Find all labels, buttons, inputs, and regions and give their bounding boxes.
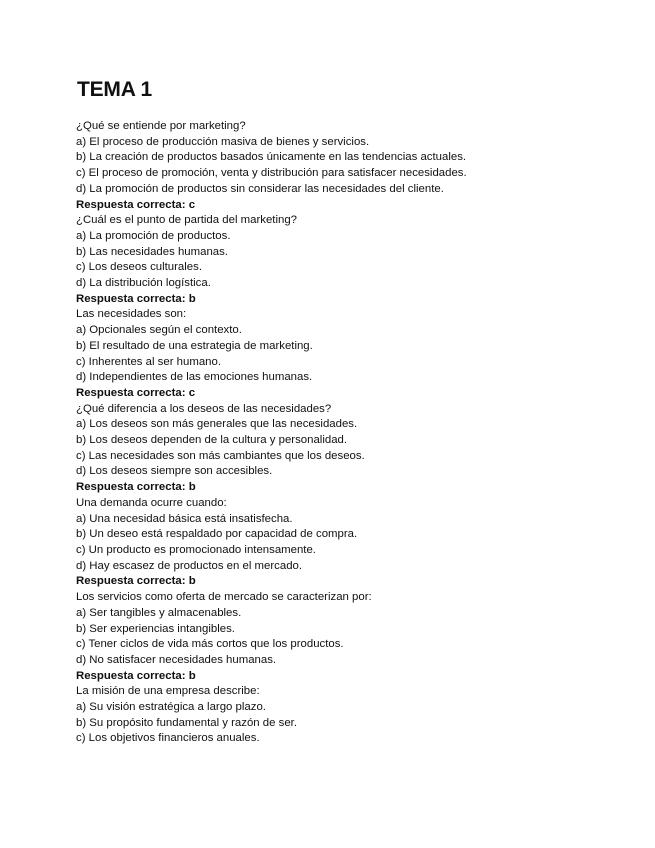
option-d: d) No satisfacer necesidades humanas. <box>76 653 277 666</box>
option-b: b) La creación de productos basados únicamente en las tendencias actuales. <box>76 151 467 164</box>
page-title: TEMA 1 <box>77 78 153 101</box>
question-block-3 <box>76 307 636 401</box>
option-d: d) Independientes de las emociones humanas. <box>76 371 313 384</box>
option-b: b) Los deseos dependen de la cultura y personalidad. <box>76 434 348 447</box>
question-text: ¿Qué diferencia a los deseos de las necesidades? <box>76 402 332 415</box>
option-c: c) Un producto es promocionado intensamente. <box>76 543 316 556</box>
correct-answer: Respuesta correcta: b <box>76 575 196 588</box>
option-c: c) Los deseos culturales. <box>76 261 202 274</box>
question-text: ¿Qué se entiende por marketing? <box>76 120 246 132</box>
option-d: d) Hay escasez de productos en el mercado. <box>76 559 303 572</box>
question-block-5 <box>76 496 636 590</box>
option-a: a) El proceso de producción masiva de bienes y servicios. <box>76 135 370 148</box>
option-b: b) Las necesidades humanas. <box>76 245 228 258</box>
correct-answer: Respuesta correcta: b <box>76 669 196 682</box>
question-block-6 <box>76 590 636 684</box>
option-c: c) Tener ciclos de vida más cortos que los productos. <box>76 638 344 651</box>
question-text: Una demanda ocurre cuando: <box>76 496 227 509</box>
option-a: a) Los deseos son más generales que las necesidades. <box>76 418 358 431</box>
question-block-4 <box>76 402 636 496</box>
option-a: a) Su visión estratégica a largo plazo. <box>76 701 266 714</box>
option-a: a) Ser tangibles y almacenables. <box>76 606 242 619</box>
correct-answer: Respuesta correcta: b <box>76 292 196 305</box>
question-text: Las necesidades son: <box>76 308 187 321</box>
option-c: c) El proceso de promoción, venta y distribución para satisfacer necesidades. <box>76 167 467 180</box>
correct-answer: Respuesta correcta: b <box>76 481 196 494</box>
question-block-7 <box>76 684 636 747</box>
question-block-2 <box>76 213 636 307</box>
option-b: b) Su propósito fundamental y razón de ser. <box>76 716 297 729</box>
option-b: b) Un deseo está respaldado por capacidad de compra. <box>76 528 358 541</box>
option-a: a) Una necesidad básica está insatisfecha. <box>76 512 293 525</box>
option-c: c) Inherentes al ser humano. <box>76 355 221 368</box>
correct-answer: Respuesta correcta: c <box>76 198 196 211</box>
option-c: c) Los objetivos financieros anuales. <box>76 732 260 745</box>
option-a: a) La promoción de productos. <box>76 229 231 242</box>
option-a: a) Opcionales según el contexto. <box>76 324 242 337</box>
question-text: Los servicios como oferta de mercado se caracterizan por: <box>76 591 372 604</box>
question-block-1 <box>76 119 636 213</box>
option-d: d) Los deseos siempre son accesibles. <box>76 465 273 478</box>
question-text: La misión de una empresa describe: <box>76 685 260 698</box>
option-d: d) La distribución logística. <box>76 277 211 290</box>
question-list <box>76 119 636 747</box>
option-d: d) La promoción de productos sin considerar las necesidades del cliente. <box>76 182 444 195</box>
correct-answer: Respuesta correcta: c <box>76 386 196 399</box>
question-text: ¿Cuál es el punto de partida del marketing? <box>76 214 297 227</box>
option-b: b) Ser experiencias intangibles. <box>76 622 235 635</box>
option-c: c) Las necesidades son más cambiantes que los deseos. <box>76 449 365 462</box>
option-b: b) El resultado de una estrategia de marketing. <box>76 339 313 352</box>
